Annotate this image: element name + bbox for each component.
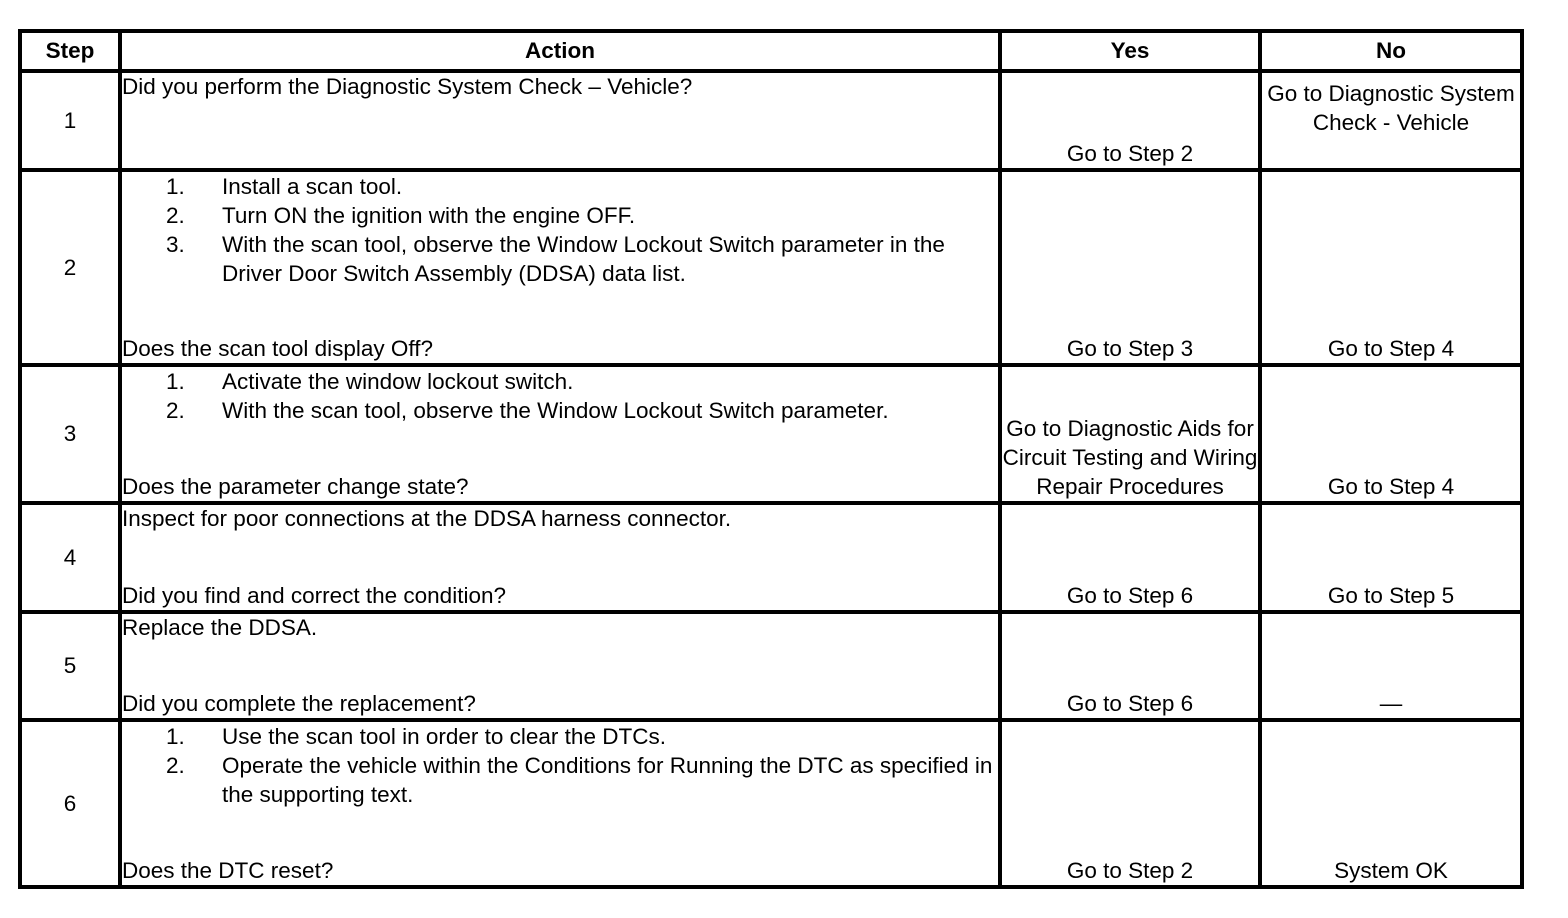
action-cell [120, 71, 1000, 170]
action-content [122, 614, 998, 718]
list-item [122, 230, 998, 288]
no-result: System OK [1260, 720, 1522, 887]
list-item-number: 3. [166, 232, 185, 257]
action-content [122, 172, 998, 363]
list-item-number: 1. [166, 369, 185, 394]
header-action: Action [120, 31, 1000, 71]
action-intro: Replace the DDSA. [122, 615, 318, 640]
step-number: 6 [20, 720, 120, 887]
action-instructions [122, 73, 998, 101]
list-item-number: 2. [166, 203, 185, 228]
step-number: 3 [20, 365, 120, 503]
table-row [20, 503, 1522, 612]
action-question: Did you complete the replacement? [122, 691, 476, 716]
header-no: No [1260, 31, 1522, 71]
action-question: Does the DTC reset? [122, 858, 334, 883]
list-item-number: 2. [166, 398, 185, 423]
action-question: Did you find and correct the condition? [122, 583, 506, 608]
yes-result: Go to Diagnostic Aids for Circuit Testing and Wiring Repair Procedures [1000, 365, 1260, 503]
action-content [122, 722, 998, 885]
action-cell [120, 612, 1000, 720]
table-row [20, 720, 1522, 887]
diagnostic-table [18, 29, 1524, 889]
list-item [122, 396, 998, 425]
header-row [20, 31, 1522, 71]
list-item-text: Install a scan tool. [222, 174, 403, 199]
yes-result: Go to Step 6 [1000, 503, 1260, 612]
action-step-list [122, 172, 998, 288]
step-number: 4 [20, 503, 120, 612]
action-cell [120, 365, 1000, 503]
table-row [20, 170, 1522, 365]
action-instructions [122, 367, 998, 425]
action-intro: Inspect for poor connections at the DDSA harness connector. [122, 506, 732, 531]
list-item-number: 1. [166, 174, 185, 199]
list-item [122, 367, 998, 396]
action-instructions [122, 614, 998, 642]
action-instructions [122, 505, 998, 533]
action-cell [120, 720, 1000, 887]
yes-result: Go to Step 2 [1000, 720, 1260, 887]
yes-result: Go to Step 6 [1000, 612, 1260, 720]
no-result: Go to Step 5 [1260, 503, 1522, 612]
table-row [20, 365, 1522, 503]
list-item-text: With the scan tool, observe the Window Lockout Switch parameter in the Driver Door Switch Assembly (DDSA) data list. [222, 232, 945, 286]
action-question: Does the parameter change state? [122, 474, 469, 499]
list-item-text: Turn ON the ignition with the engine OFF. [222, 203, 636, 228]
action-cell [120, 503, 1000, 612]
action-content [122, 73, 998, 168]
list-item [122, 751, 998, 809]
action-content [122, 367, 998, 501]
yes-result: Go to Step 3 [1000, 170, 1260, 365]
no-result: Go to Step 4 [1260, 170, 1522, 365]
list-item-number: 2. [166, 753, 185, 778]
step-number: 5 [20, 612, 120, 720]
list-item-text: Activate the window lockout switch. [222, 369, 574, 394]
action-step-list [122, 367, 998, 425]
action-instructions [122, 722, 998, 809]
list-item-text: Operate the vehicle within the Conditions for Running the DTC as specified in the supporting text. [222, 753, 993, 807]
header-step: Step [20, 31, 120, 71]
list-item [122, 172, 998, 201]
action-question: Does the scan tool display Off? [122, 336, 434, 361]
action-step-list [122, 722, 998, 809]
list-item-text: With the scan tool, observe the Window Lockout Switch parameter. [222, 398, 889, 423]
header-yes: Yes [1000, 31, 1260, 71]
action-intro: Did you perform the Diagnostic System Check – Vehicle? [122, 74, 693, 99]
list-item [122, 722, 998, 751]
action-instructions [122, 172, 998, 288]
action-content [122, 505, 998, 610]
list-item-number: 1. [166, 724, 185, 749]
list-item-text: Use the scan tool in order to clear the DTCs. [222, 724, 666, 749]
no-result: — [1260, 612, 1522, 720]
step-number: 1 [20, 71, 120, 170]
list-item [122, 201, 998, 230]
table-row [20, 71, 1522, 170]
step-number: 2 [20, 170, 120, 365]
no-result: Go to Step 4 [1260, 365, 1522, 503]
no-result: Go to Diagnostic System Check - Vehicle [1260, 71, 1522, 170]
action-cell [120, 170, 1000, 365]
yes-result: Go to Step 2 [1000, 71, 1260, 170]
table-row [20, 612, 1522, 720]
